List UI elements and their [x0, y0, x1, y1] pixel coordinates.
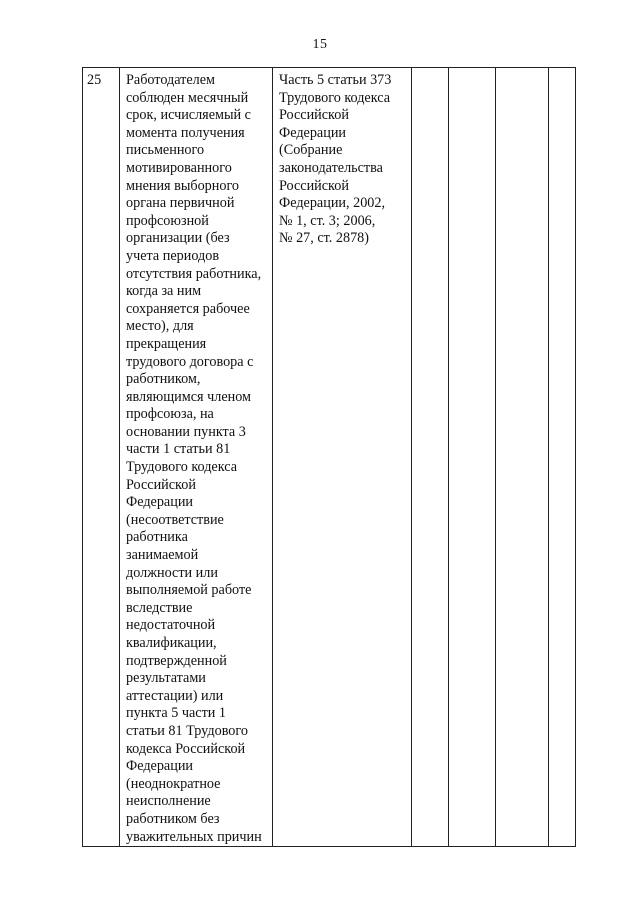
requirement-line: Работодателем: [126, 72, 216, 88]
requirement-line: занимаемой: [126, 547, 199, 564]
reference-line: законодательства: [279, 159, 383, 176]
legal-reference-text: [273, 68, 411, 248]
requirement-line: прекращения: [126, 335, 207, 352]
reference-line: Часть 5 статьи 373: [279, 72, 392, 88]
requirement-line: подтвержденной: [126, 652, 227, 669]
reference-line: Российской: [279, 177, 349, 194]
requirement-line: основании пункта 3: [126, 423, 246, 440]
answer-no-cell: [449, 68, 496, 847]
legal-reference-cell: [273, 68, 412, 847]
requirement-line: сохраняется рабочее: [126, 300, 250, 317]
requirement-line: соблюден месячный: [126, 89, 249, 106]
table-row: [83, 68, 576, 847]
reference-line: Российской: [279, 107, 349, 124]
reference-line: Федерации, 2002,: [279, 195, 386, 212]
requirement-line: (неоднократное: [126, 775, 221, 792]
answer-not-applicable-cell: [496, 68, 549, 847]
requirement-line: срок, исчисляемый с: [126, 107, 251, 124]
requirement-line: место), для: [126, 318, 194, 335]
requirement-line: пункта 5 части 1: [126, 705, 227, 722]
row-number-cell: [83, 68, 120, 847]
requirement-line: мотивированного: [126, 159, 232, 176]
requirement-line: Российской: [126, 476, 196, 493]
page-number: 15: [312, 37, 328, 52]
answer-yes-cell: [412, 68, 449, 847]
reference-line: № 1, ст. 3; 2006,: [279, 212, 376, 229]
requirement-line: кодекса Российской: [126, 740, 246, 757]
requirement-line: органа первичной: [126, 195, 235, 212]
requirement-line: мнения выборного: [126, 177, 240, 194]
requirement-cell: [120, 68, 273, 847]
requirement-text: [120, 68, 272, 846]
reference-line: № 27, ст. 2878): [279, 230, 369, 247]
requirement-line: аттестации) или: [126, 687, 224, 704]
requirement-line: когда за ним: [126, 283, 202, 300]
requirement-line: квалификации,: [126, 635, 217, 651]
requirement-line: являющимся членом: [126, 388, 252, 405]
requirement-line: вследствие: [126, 599, 193, 616]
requirement-line: Федерации: [126, 758, 194, 775]
requirement-line: части 1 статьи 81: [126, 441, 231, 458]
requirement-line: отсутствия работника,: [126, 265, 262, 282]
row-number: 25: [87, 72, 102, 88]
reference-line: Трудового кодекса: [279, 89, 391, 106]
requirement-line: работником без: [126, 810, 220, 827]
checklist-table: [82, 67, 576, 847]
requirement-line: выполняемой работе: [126, 582, 252, 599]
requirement-line: статьи 81 Трудового: [126, 722, 248, 739]
requirement-line: результатами: [126, 670, 206, 687]
requirement-line: профсоюзной: [126, 212, 209, 229]
requirement-line: неисполнение: [126, 793, 211, 810]
requirement-line: организации (без: [126, 230, 230, 247]
requirement-line: учета периодов: [126, 247, 220, 264]
requirement-line: должности или: [126, 564, 218, 581]
requirement-line: работником,: [126, 371, 201, 388]
notes-cell: [549, 68, 576, 847]
requirement-line: работника: [126, 529, 188, 546]
requirement-line: профсоюза, на: [126, 406, 214, 423]
requirement-line: момента получения: [126, 124, 245, 141]
requirement-line: Федерации: [126, 494, 194, 511]
requirement-line: письменного: [126, 142, 205, 159]
requirement-line: (несоответствие: [126, 511, 224, 528]
reference-line: Федерации: [279, 124, 347, 141]
requirement-line: уважительных причин: [126, 828, 262, 845]
reference-line: (Собрание: [279, 142, 343, 159]
requirement-line: Трудового кодекса: [126, 459, 238, 476]
requirement-line: недостаточной: [126, 617, 216, 634]
requirement-line: трудового договора с: [126, 353, 254, 370]
